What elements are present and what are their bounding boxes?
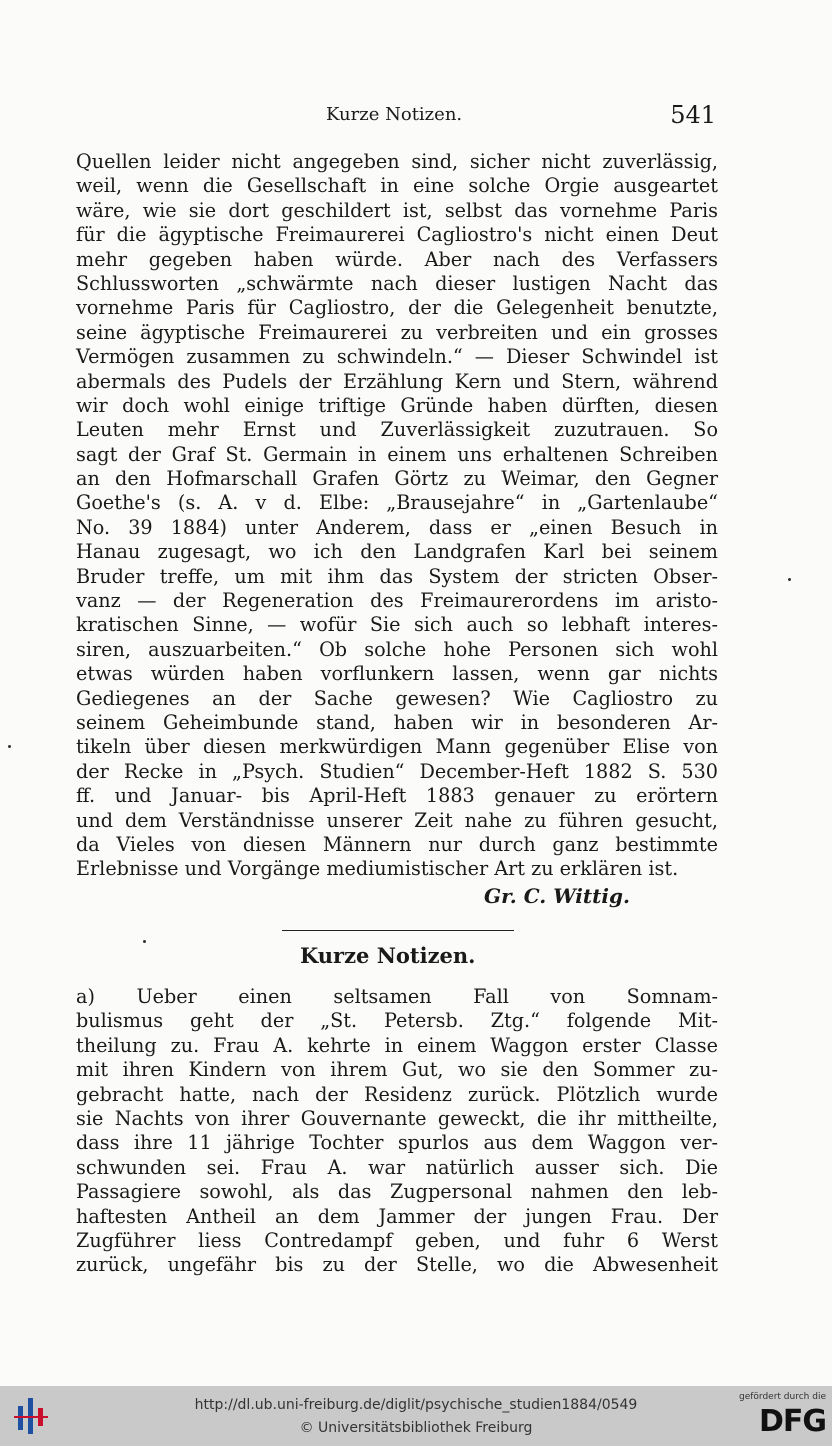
text-line: siren, auszuarbeiten.“ Ob solche hohe Personen sich wohl xyxy=(76,637,718,661)
text-line: Vermögen zusammen zu schwindeln.“ — Dieser Schwindel ist xyxy=(76,345,718,369)
running-head: Kurze Notizen. xyxy=(326,104,463,125)
text-line: dass ihre 11 jährige Tochter spurlos aus dem Waggon ver- xyxy=(76,1131,718,1155)
dfg-caption: gefördert durch die xyxy=(739,1392,826,1402)
document-url-link[interactable]: http://dl.ub.uni-freiburg.de/diglit/psychische_studien1884/0549 xyxy=(194,1397,638,1413)
text-line: und dem Verständnisse unserer Zeit nahe zu führen gesucht, xyxy=(76,808,718,832)
section-divider xyxy=(282,930,514,931)
text-line: Quellen leider nicht angegeben sind, sicher nicht zuverlässig, xyxy=(76,150,718,173)
text-line: schwunden sei. Frau A. war natürlich ausser sich. Die xyxy=(76,1155,718,1179)
author-signature: Gr. C. Wittig. xyxy=(484,884,630,908)
text-line: abermals des Pudels der Erzählung Kern und Stern, während xyxy=(76,369,718,393)
article-text xyxy=(76,150,718,882)
text-line: seine ägyptische Freimaurerei zu verbreiten und ein grosses xyxy=(76,320,718,344)
dfg-logo-icon: DFG xyxy=(758,1404,826,1439)
text-line: ff. und Januar- bis April-Heft 1883 genauer zu erörtern xyxy=(76,784,718,808)
text-line: sagt der Graf St. Germain in einem uns erhaltenen Schreiben xyxy=(76,442,718,466)
text-line: wir doch wohl einige triftige Gründe haben dürften, diesen xyxy=(76,393,718,417)
text-line: vornehme Paris für Cagliostro, der die Gelegenheit benutzte, xyxy=(76,296,718,320)
text-line: Goethe's (s. A. v d. Elbe: „Brausejahre“ in „Gartenlaube“ xyxy=(76,491,718,515)
margin-mark xyxy=(8,745,11,748)
text-line: kratischen Sinne, — wofür Sie sich auch so lebhaft interes- xyxy=(76,613,718,637)
page-header xyxy=(76,101,718,132)
text-line: gebracht hatte, nach der Residenz zurück. Plötzlich wurde xyxy=(76,1082,718,1106)
text-line: haftesten Antheil an dem Jammer der jungen Frau. Der xyxy=(76,1204,718,1228)
text-line: zurück, ungefähr bis zu der Stelle, wo die Abwesenheit xyxy=(76,1253,718,1277)
section-text xyxy=(76,985,718,1278)
text-line: Gediegenes an der Sache gewesen? Wie Cagliostro zu xyxy=(76,686,718,710)
page-number: 541 xyxy=(670,101,716,129)
text-line: bulismus geht der „St. Petersb. Ztg.“ folgende Mit- xyxy=(76,1009,718,1033)
text-line: da Vieles von diesen Männern nur durch ganz bestimmte xyxy=(76,832,718,856)
text-line: Leuten mehr Ernst und Zuverlässigkeit zuzutrauen. So xyxy=(76,418,718,442)
text-line: mit ihren Kindern von ihrem Gut, wo sie den Sommer zu- xyxy=(76,1058,718,1082)
text-line: Schlussworten „schwärmte nach dieser lustigen Nacht das xyxy=(76,271,718,295)
margin-mark xyxy=(143,940,146,943)
text-line: etwas würden haben vorflunkern lassen, wenn gar nichts xyxy=(76,662,718,686)
text-line: a) Ueber einen seltsamen Fall von Somnam- xyxy=(76,985,718,1008)
text-line: Erlebnisse und Vorgänge mediumistischer Art zu erklären ist. xyxy=(76,857,679,881)
text-line: vanz — der Regeneration des Freimaurerordens im aristo- xyxy=(76,589,718,613)
text-line: Hanau zugesagt, wo ich den Landgrafen Karl bei seinem xyxy=(76,540,718,564)
text-line: Passagiere sowohl, als das Zugpersonal nahmen den leb- xyxy=(76,1180,718,1204)
text-line: weil, wenn die Gesellschaft in eine solche Orgie ausgeartet xyxy=(76,174,718,198)
copyright-notice: © Universitätsbibliothek Freiburg xyxy=(299,1420,533,1436)
margin-mark xyxy=(788,578,791,581)
text-line: Bruder treffe, um mit ihm das System der stricten Obser- xyxy=(76,564,718,588)
dfg-logo-block xyxy=(734,1392,826,1442)
text-line: an den Hofmarschall Grafen Görtz zu Weimar, den Gegner xyxy=(76,467,718,491)
text-line: wäre, wie sie dort geschildert ist, selbst das vornehme Paris xyxy=(76,198,718,222)
text-line: der Recke in „Psych. Studien“ December-Heft 1882 S. 530 xyxy=(76,759,718,783)
text-line: tikeln über diesen merkwürdigen Mann gegenüber Elise von xyxy=(76,735,718,759)
section-title: Kurze Notizen. xyxy=(300,943,476,968)
text-line: theilung zu. Frau A. kehrte in einem Waggon erster Classe xyxy=(76,1033,718,1057)
text-line: No. 39 1884) unter Anderem, dass er „einen Besuch in xyxy=(76,515,718,539)
text-line: sie Nachts von ihrer Gouvernante geweckt, die ihr mittheilte, xyxy=(76,1106,718,1130)
text-line: seinem Geheimbunde stand, haben wir in besonderen Ar- xyxy=(76,710,718,734)
viewer-footer xyxy=(0,1386,832,1446)
text-line: Zugführer liess Contredampf geben, und fuhr 6 Werst xyxy=(76,1228,718,1252)
text-line: mehr gegeben haben würde. Aber nach des Verfassers xyxy=(76,247,718,271)
text-line: für die ägyptische Freimaurerei Cagliostro's nicht einen Deut xyxy=(76,223,718,247)
